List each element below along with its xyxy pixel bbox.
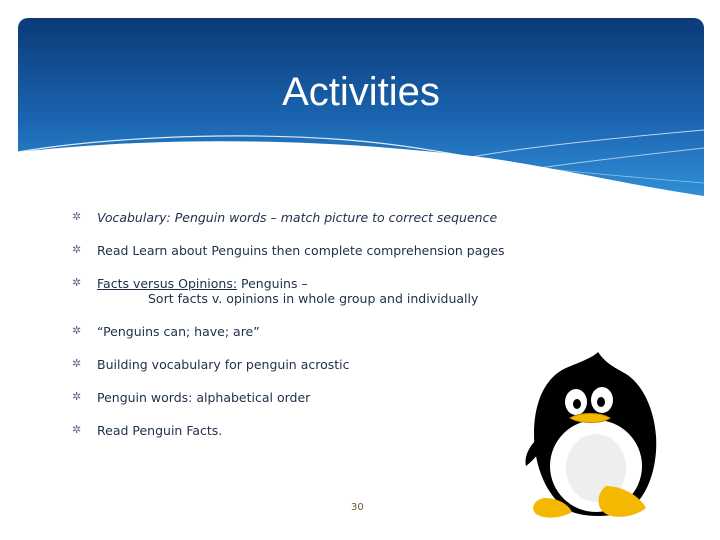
asterisk-bullet-icon: ✲ [72,390,82,403]
slide-title: Activities [282,70,440,114]
list-item [72,390,522,405]
asterisk-bullet-icon: ✲ [72,423,82,436]
list-item [72,357,522,372]
bullet-underlined-text: Facts versus Opinions: [97,276,238,291]
page-number: 30 [351,502,364,513]
list-item [72,210,522,225]
asterisk-bullet-icon: ✲ [72,210,82,223]
asterisk-bullet-icon: ✲ [72,276,82,289]
bullet-text: Building vocabulary for penguin acrostic [97,357,350,372]
asterisk-bullet-icon: ✲ [72,243,82,256]
title-header-banner [18,18,704,198]
penguin-illustration [522,348,672,528]
asterisk-bullet-icon: ✲ [72,324,82,337]
list-item [72,324,522,339]
bullet-text: Read Learn about Penguins then complete comprehension pages [97,243,505,258]
bullet-text: Penguins – [237,276,308,291]
asterisk-bullet-icon: ✲ [72,357,82,370]
bullet-text: “Penguins can; have; are” [97,324,260,339]
bullet-text: Vocabulary: Penguin words – match picture to correct sequence [97,210,498,225]
list-item [72,423,522,438]
bullet-text-line2: Sort facts v. opinions in whole group and individually [148,291,479,306]
bullet-text: Read Penguin Facts. [97,423,223,438]
activity-list [72,210,522,438]
list-item [72,276,522,306]
bullet-text: Penguin words: alphabetical order [97,390,311,405]
list-item [72,243,522,258]
